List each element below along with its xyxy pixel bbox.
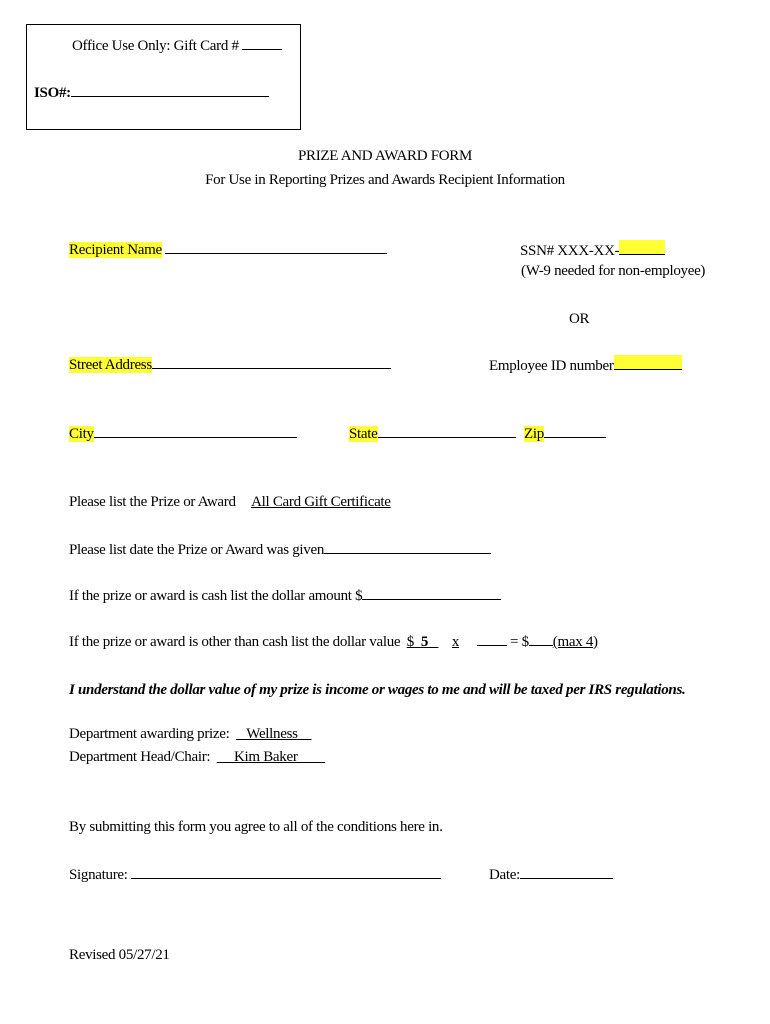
dept-head-row: [69, 748, 325, 766]
recipient-name-field[interactable]: [165, 240, 387, 254]
noncash-value: 5: [420, 634, 429, 650]
iso-field[interactable]: [71, 83, 269, 97]
w9-note: (W-9 needed for non-employee): [521, 263, 706, 279]
date-given-label: Please list date the Prize or Award was given: [69, 542, 325, 558]
revised-date: Revised 05/27/21: [69, 947, 170, 963]
cash-field[interactable]: [362, 586, 501, 600]
gift-card-label: Office Use Only: Gift Card #: [72, 38, 239, 54]
noncash-total-field[interactable]: [529, 632, 553, 646]
iso-row: [34, 83, 269, 102]
noncash-quantity-field[interactable]: [477, 632, 507, 646]
date-field[interactable]: [520, 865, 613, 879]
signature-field[interactable]: [131, 865, 441, 879]
zip-field[interactable]: [544, 424, 606, 438]
street-label: Street Address: [69, 357, 152, 373]
dept-awarding-value: Wellness: [246, 726, 298, 742]
prize-value[interactable]: All Card Gift Certificate: [251, 494, 391, 510]
city-field[interactable]: [94, 424, 297, 438]
noncash-max: (max 4): [552, 634, 598, 650]
state-row: [349, 424, 516, 443]
date-label: Date:: [489, 867, 520, 883]
signature-row: [69, 865, 441, 884]
date-given-field[interactable]: [324, 540, 491, 554]
agreement: By submitting this form you agree to all of the conditions here in.: [69, 819, 443, 835]
prize-row: [69, 493, 391, 511]
dept-awarding-label: Department awarding prize:: [69, 726, 230, 742]
date-row: [489, 865, 613, 884]
ssn-label: SSN# XXX-XX-: [520, 243, 620, 259]
irs-statement: I understand the dollar value of my prize is income or wages to me and will be taxed per IRS regulations.: [69, 682, 686, 698]
gift-card-field[interactable]: [242, 36, 282, 50]
employee-id-label: Employee ID number: [489, 358, 614, 374]
dept-head-label: Department Head/Chair:: [69, 749, 211, 765]
ssn-row: [520, 240, 665, 260]
city-row: [69, 424, 297, 443]
dept-awarding-row: [69, 725, 311, 743]
street-field[interactable]: [152, 355, 391, 369]
state-label: State: [349, 426, 378, 442]
ssn-field[interactable]: [619, 240, 665, 255]
dept-head-field[interactable]: [217, 749, 325, 765]
or-label: OR: [569, 311, 590, 327]
date-given-row: [69, 540, 491, 559]
gift-card-row: [72, 36, 282, 55]
noncash-label: If the prize or award is other than cash list the dollar value: [69, 634, 401, 650]
state-field[interactable]: [378, 424, 516, 438]
cash-label: If the prize or award is cash list the dollar amount $: [69, 588, 363, 604]
noncash-x: x: [451, 634, 460, 650]
zip-label: Zip: [524, 426, 544, 442]
city-label: City: [69, 426, 94, 442]
prize-label: Please list the Prize or Award: [69, 494, 236, 510]
noncash-row: [69, 632, 598, 651]
signature-label: Signature:: [69, 867, 128, 883]
employee-id-row: [489, 355, 682, 375]
iso-label: ISO#:: [34, 85, 71, 101]
recipient-name-label: Recipient Name: [69, 242, 162, 258]
cash-row: [69, 586, 501, 605]
form-subtitle: For Use in Reporting Prizes and Awards Recipient Information: [205, 172, 565, 188]
zip-row: [524, 424, 606, 443]
street-row: [69, 355, 391, 374]
employee-id-field[interactable]: [614, 355, 682, 370]
form-title: PRIZE AND AWARD FORM: [297, 148, 473, 164]
dept-awarding-field[interactable]: [236, 726, 312, 742]
recipient-name-row: [69, 240, 387, 259]
dept-head-value: Kim Baker: [233, 749, 298, 765]
noncash-value-field[interactable]: $ 5: [406, 634, 429, 650]
noncash-equals: = $: [509, 634, 529, 650]
